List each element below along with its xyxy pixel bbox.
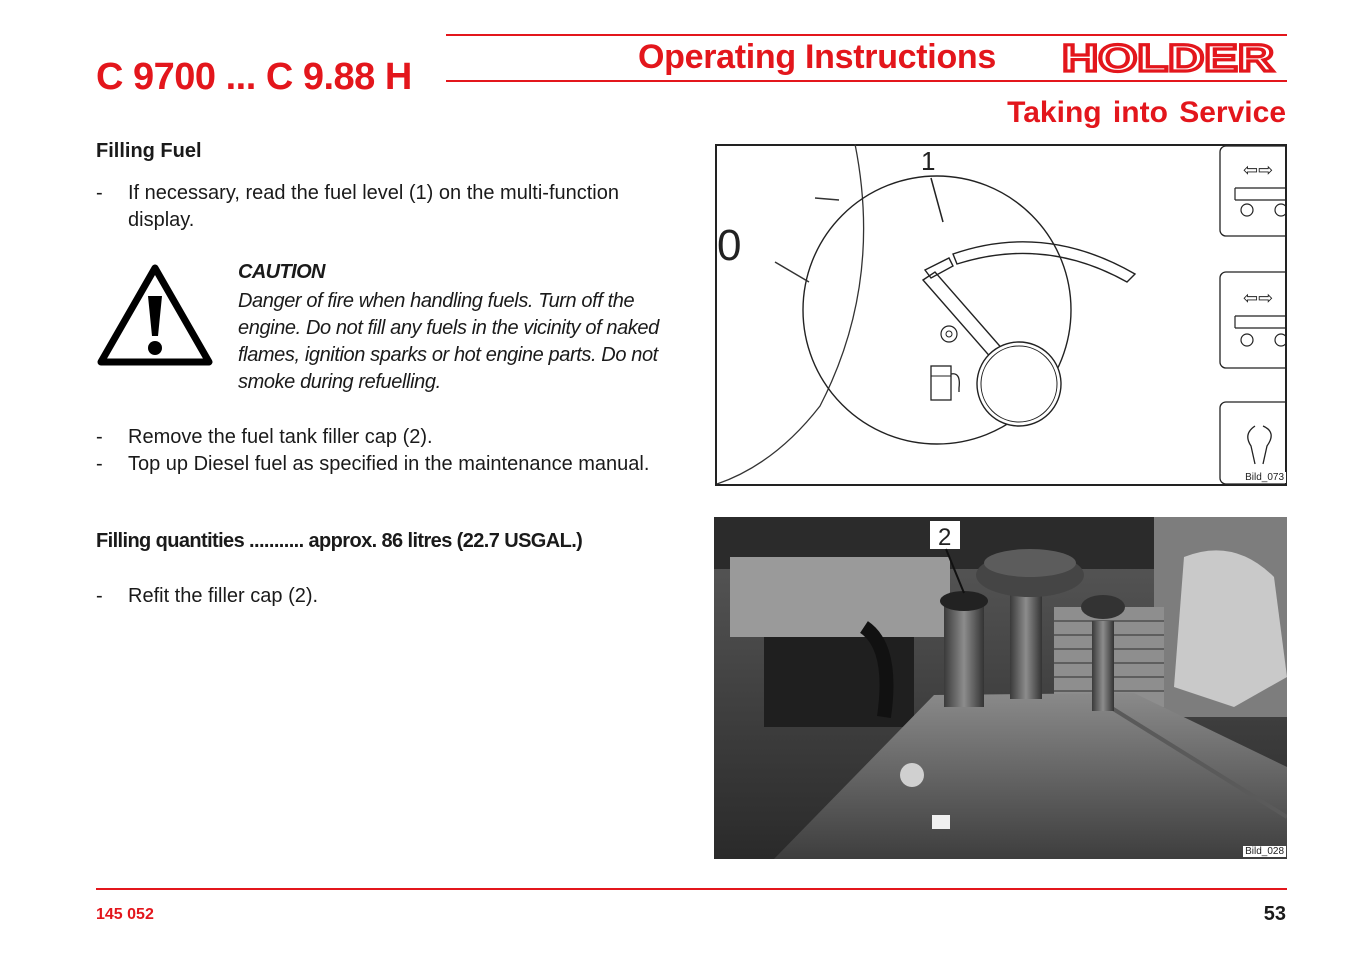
figure-label: Bild_073: [1245, 472, 1284, 483]
step-remove-cap: [96, 424, 676, 451]
header-top-rule: [446, 34, 1287, 36]
bullet-dash: -: [96, 585, 103, 607]
step-read-fuel-level: [96, 180, 676, 234]
step-text: If necessary, read the fuel level (1) on the multi-function display.: [128, 182, 619, 231]
svg-text:1: 1: [921, 146, 936, 176]
bullet-dash: -: [96, 182, 103, 204]
filling-quantities: Filling quantities ........... approx. 86 litres (22.7 USGAL.): [96, 530, 583, 552]
holder-logo: [1062, 40, 1278, 79]
document-title: Operating Instructions: [638, 38, 996, 76]
page-number: 53: [1263, 903, 1286, 925]
step-top-up-diesel: [96, 451, 676, 478]
svg-text:⇦⇨: ⇦⇨: [1243, 160, 1274, 181]
step-text: Refit the filler cap (2).: [128, 585, 319, 607]
header-mid-rule: [446, 80, 1287, 82]
bullet-dash: -: [96, 453, 103, 475]
section-title: Taking into Service: [1007, 96, 1286, 129]
svg-text:⇦⇨: ⇦⇨: [1243, 288, 1274, 309]
bullet-dash: -: [96, 426, 103, 448]
footer-rule: [96, 888, 1287, 890]
figure-label: Bild_028: [1245, 846, 1284, 857]
figure-fuel-gauge-display: [715, 144, 1287, 486]
warning-triangle-icon: [96, 262, 214, 373]
svg-text:2: 2: [938, 524, 952, 551]
step-text: Remove the fuel tank filler cap (2).: [128, 426, 433, 448]
subheading-filling-fuel: Filling Fuel: [96, 140, 202, 162]
svg-text:HOLDER: HOLDER: [1062, 40, 1274, 74]
caution-label: CAUTION: [238, 261, 325, 283]
step-refit-cap: [96, 583, 676, 610]
figure-fuel-tank-photo: [714, 517, 1287, 859]
caution-text: Danger of fire when handling fuels. Turn off the engine. Do not fill any fuels in the vicinity of naked flames, ignition sparks or hot engine parts. Do not smoke during refuelling.: [238, 290, 659, 393]
model-title: C 9700 ... C 9.88 H: [96, 56, 412, 98]
svg-text:0: 0: [717, 221, 742, 270]
step-text: Top up Diesel fuel as specified in the maintenance manual.: [128, 453, 650, 475]
document-number: 145 052: [96, 906, 154, 923]
